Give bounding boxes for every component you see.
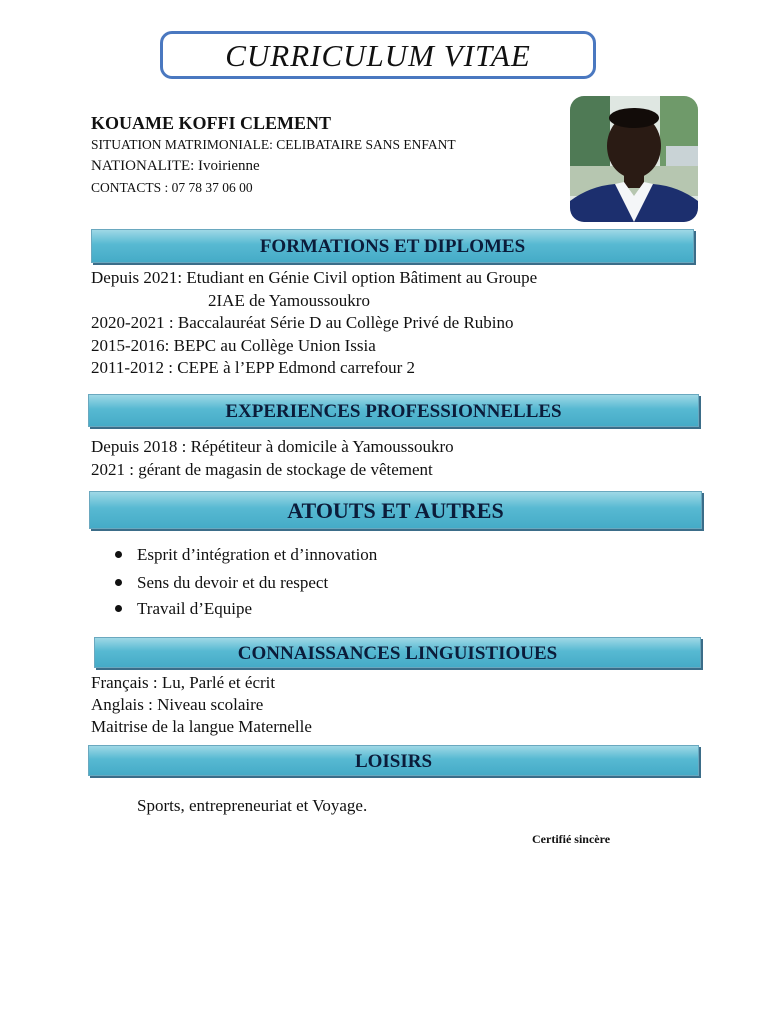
section-title: LOISIRS [354,751,433,772]
section-title: FORMATIONS ET DIPLOMES [259,236,526,257]
formation-line: 2IAE de Yamoussoukro [208,291,370,310]
list-item-text: Travail d’Equipe [137,599,253,618]
list-item-text: Esprit d’intégration et d’innovation [137,545,378,564]
marital-status: SITUATION MATRIMONIALE: CELIBATAIRE SANS ENFANT [91,137,456,152]
experience-line: 2021 : gérant de magasin de stockage de vêtement [91,460,433,479]
list-item [115,573,328,593]
section-title: CONNAISSANCES LINGUISTIOUES [237,643,558,664]
contacts: CONTACTS : 07 78 37 06 00 [91,180,253,195]
section-header-formations [91,229,694,263]
list-item [115,545,377,565]
section-header-langues [94,637,701,668]
bullet-icon [115,605,122,612]
title-box [160,31,596,79]
section-title: ATOUTS ET AUTRES [287,498,504,523]
certification-note: Certifié sincère [532,832,611,846]
bullet-icon [115,579,122,586]
page-title: CURRICULUM VITAE [225,38,531,73]
portrait-photo [570,96,698,222]
portrait-photo-icon [570,96,698,222]
formation-line: Depuis 2021: Etudiant en Génie Civil option Bâtiment au Groupe [91,268,538,287]
section-title: EXPERIENCES PROFESSIONNELLES [225,401,562,422]
formation-line: 2015-2016: BEPC au Collège Union Issia [91,336,376,355]
list-item-text: Sens du devoir et du respect [137,573,329,592]
list-item [115,599,252,619]
loisirs-text: Sports, entrepreneuriat et Voyage. [137,796,368,815]
nationality: NATIONALITE: Ivoirienne [91,158,260,174]
section-header-loisirs [88,745,699,776]
candidate-name: KOUAME KOFFI CLEMENT [91,113,332,133]
bullet-icon [115,551,122,558]
experience-line: Depuis 2018 : Répétiteur à domicile à Yamoussoukro [91,437,454,456]
language-line: Français : Lu, Parlé et écrit [91,673,276,692]
section-header-atouts [89,491,702,529]
language-line: Anglais : Niveau scolaire [91,695,264,714]
formation-line: 2011-2012 : CEPE à l’EPP Edmond carrefour 2 [91,358,416,377]
section-header-experiences [88,394,699,427]
language-line: Maitrise de la langue Maternelle [91,717,312,736]
formation-line: 2020-2021 : Baccalauréat Série D au Collège Privé de Rubino [91,313,514,332]
